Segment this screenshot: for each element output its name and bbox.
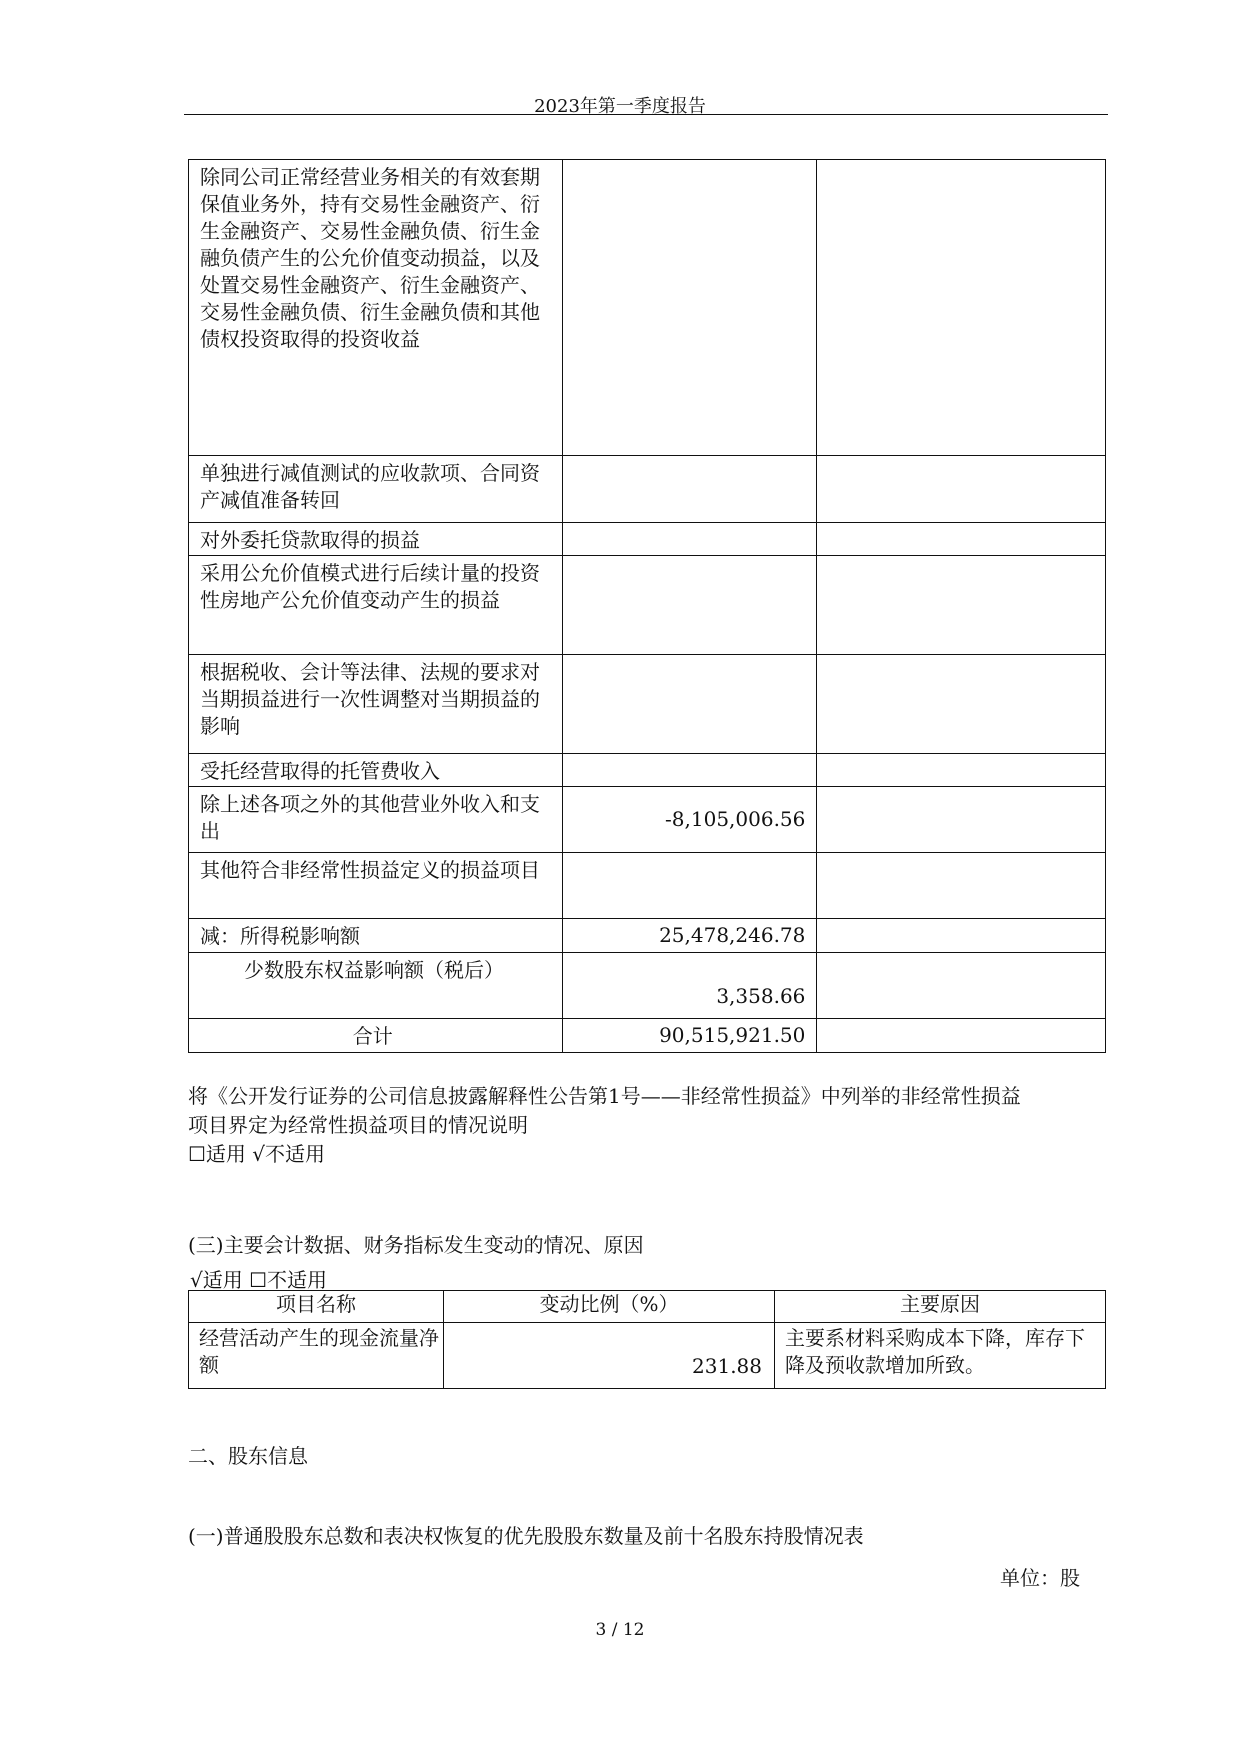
- row-amount: 3,358.66: [563, 953, 817, 1019]
- non-recurring-gains-table: [188, 159, 1106, 1053]
- unit-label: 单位：股: [1000, 1566, 1080, 1590]
- row-amount: [563, 556, 817, 655]
- row-label: 对外委托贷款取得的损益: [189, 523, 563, 556]
- row-label: 减：所得税影响额: [189, 919, 563, 953]
- total-label: 合计: [189, 1019, 563, 1053]
- row-label: 少数股东权益影响额（税后）: [189, 953, 563, 1019]
- row-label: 受托经营取得的托管费收入: [189, 754, 563, 787]
- row-note: [817, 853, 1106, 919]
- table-row: [189, 556, 1106, 655]
- report-header-title: 2023年第一季度报告: [534, 96, 706, 117]
- reclassification-note: [188, 1082, 1108, 1169]
- row-amount: [563, 853, 817, 919]
- row-amount: -8,105,006.56: [563, 787, 817, 853]
- table-row: [189, 160, 1106, 456]
- row-note: [817, 523, 1106, 556]
- table-row: [189, 787, 1106, 853]
- row-note: [817, 456, 1106, 523]
- row-label: 除同公司正常经营业务相关的有效套期保值业务外，持有交易性金融资产、衍生金融资产、交易性金融负债、衍生金融负债产生的公允价值变动损益，以及处置交易性金融资产、衍生金融资产、交易性金融负债、衍生金融负债和其他债权投资取得的投资收益: [189, 160, 563, 456]
- table-row: [189, 1019, 1106, 1053]
- row-amount: 25,478,246.78: [563, 919, 817, 953]
- note-line: 项目界定为经常性损益项目的情况说明: [188, 1113, 528, 1137]
- row-amount: [563, 754, 817, 787]
- table-row: [189, 456, 1106, 523]
- change-ratio: 231.88: [444, 1323, 775, 1389]
- subsection-title: (一)普通股股东总数和表决权恢复的优先股股东数量及前十名股东持股情况表: [188, 1524, 864, 1548]
- table-row: [189, 853, 1106, 919]
- row-label: 单独进行减值测试的应收款项、合同资产减值准备转回: [189, 456, 563, 523]
- row-note: [817, 754, 1106, 787]
- row-note: [817, 556, 1106, 655]
- note-line: 将《公开发行证券的公司信息披露解释性公告第1号——非经常性损益》中列举的非经常性损益: [188, 1084, 1021, 1108]
- table-row: [189, 655, 1106, 754]
- row-note: [817, 160, 1106, 456]
- page-number: 3 / 12: [595, 1620, 645, 1640]
- row-note: [817, 787, 1106, 853]
- row-label: 采用公允价值模式进行后续计量的投资性房地产公允价值变动产生的损益: [189, 556, 563, 655]
- section-title: (三)主要会计数据、财务指标发生变动的情况、原因: [188, 1233, 644, 1257]
- row-note: [817, 919, 1106, 953]
- section-title: 二、股东信息: [188, 1444, 308, 1468]
- row-note: [817, 655, 1106, 754]
- item-name: 经营活动产生的现金流量净额: [189, 1323, 444, 1389]
- change-reasons-table: [188, 1290, 1106, 1389]
- row-note: [817, 1019, 1106, 1053]
- header-divider: [184, 114, 1108, 115]
- column-header: 主要原因: [775, 1291, 1106, 1323]
- table-row: [189, 1323, 1106, 1389]
- row-label: 根据税收、会计等法律、法规的要求对当期损益进行一次性调整对当期损益的影响: [189, 655, 563, 754]
- row-amount: [563, 160, 817, 456]
- row-label: 其他符合非经常性损益定义的损益项目: [189, 853, 563, 919]
- row-note: [817, 953, 1106, 1019]
- total-amount: 90,515,921.50: [563, 1019, 817, 1053]
- table-row: [189, 754, 1106, 787]
- table-header-row: [189, 1291, 1106, 1323]
- table-row: [189, 919, 1106, 953]
- column-header: 变动比例（%）: [444, 1291, 775, 1323]
- column-header: 项目名称: [189, 1291, 444, 1323]
- main-reason: 主要系材料采购成本下降，库存下降及预收款增加所致。: [775, 1323, 1106, 1389]
- table-row: [189, 523, 1106, 556]
- applicability-options: ☐适用 √不适用: [188, 1142, 326, 1166]
- row-amount: [563, 456, 817, 523]
- row-label: 除上述各项之外的其他营业外收入和支出: [189, 787, 563, 853]
- row-amount: [563, 523, 817, 556]
- table-row: [189, 953, 1106, 1019]
- row-amount: [563, 655, 817, 754]
- applicability-options: √适用 ☐不适用: [190, 1268, 328, 1292]
